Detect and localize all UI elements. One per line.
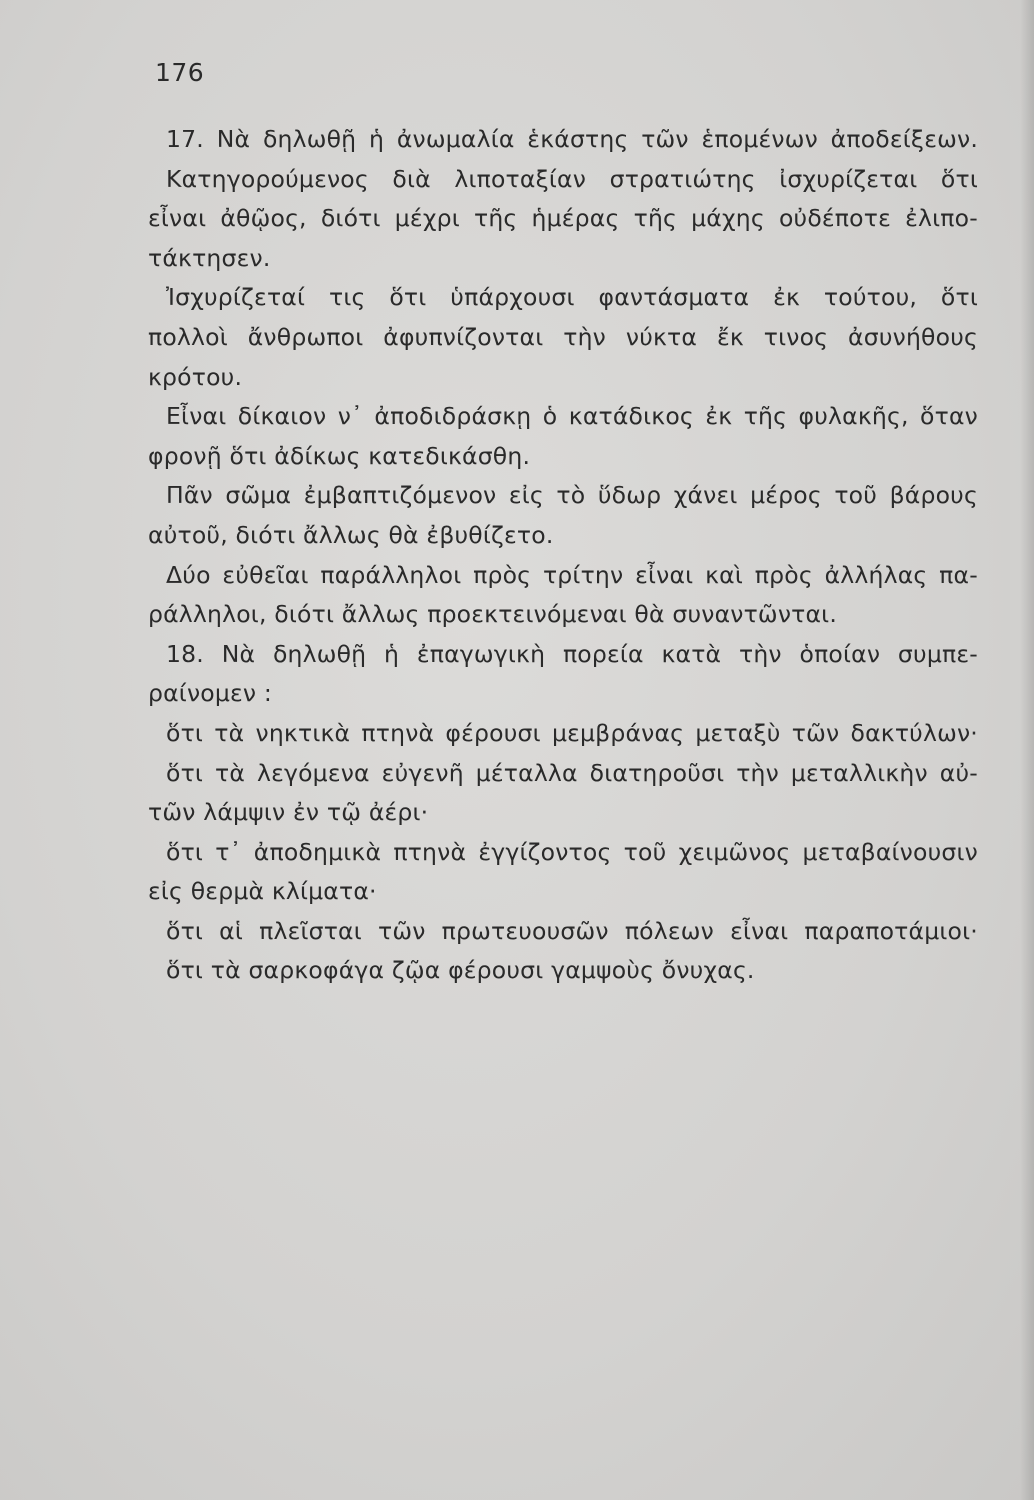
word: τὰ: [214, 718, 245, 747]
word: λιποταξίαν: [454, 164, 587, 193]
word: μεταξὺ: [695, 718, 781, 747]
word: συμπε-: [897, 639, 978, 668]
word: τὴν: [738, 639, 782, 668]
text-line: [148, 278, 978, 318]
word: μεταβαίνουσιν: [802, 837, 978, 866]
word: σῶμα: [225, 481, 292, 510]
word: 17.: [166, 125, 204, 153]
word: εὐθεῖαι: [222, 560, 309, 589]
word: ὅταν: [920, 402, 978, 431]
text-line: [148, 397, 978, 437]
word: Νὰ: [216, 125, 251, 153]
word: ὅτι: [940, 283, 978, 312]
word: ἑπομένων: [701, 125, 818, 153]
word: ἀποδείξεων.: [830, 125, 978, 153]
word: λεγόμενα: [256, 758, 370, 787]
word: μεταλλικὴν: [790, 758, 928, 787]
word: πορεία: [562, 639, 644, 668]
word: πολλοὶ: [148, 322, 228, 351]
word: τ᾽: [215, 837, 242, 866]
word: τοῦ: [834, 481, 878, 510]
word: ὅτι: [389, 283, 427, 312]
word: δηλωθῇ: [262, 125, 357, 153]
word: ἀλλήλας: [824, 560, 928, 589]
word: ὅτι: [940, 164, 978, 193]
word: ὕδωρ: [597, 481, 662, 510]
word: μάχης: [691, 204, 765, 233]
text-line: [148, 912, 978, 952]
word: ἡ: [369, 125, 385, 153]
word: ὅτι: [166, 837, 204, 866]
word: φαντάσματα: [598, 283, 750, 312]
word: πτηνὰ: [393, 837, 467, 866]
word: μεμβράνας: [551, 718, 685, 747]
word: ἀνωμαλία: [396, 125, 515, 153]
word: πρωτευουσῶν: [441, 916, 609, 945]
word: βάρους: [889, 481, 978, 510]
word: μέταλλα: [475, 758, 578, 787]
word: ἄνθρωποι: [247, 322, 364, 351]
word: εἶναι: [148, 204, 207, 233]
word: πρὸς: [754, 560, 813, 589]
word: μέρος: [750, 481, 822, 510]
word: ὅτι: [166, 916, 204, 945]
word: ἀποδιδράσκῃ: [374, 402, 532, 431]
word: διατηροῦσι: [589, 758, 725, 787]
word: παραποτάμιοι·: [804, 916, 978, 945]
word: Εἶναι: [166, 402, 227, 431]
word: Πᾶν: [166, 481, 213, 510]
word: στρατιώτης: [609, 164, 756, 193]
word: ἐγγίζοντος: [478, 837, 612, 866]
text-line: ράλληλοι, διότι ἄλλως προεκτεινόμεναι θὰ συναντῶνται.: [148, 600, 838, 629]
text-line: [148, 714, 978, 754]
word: Δύο: [166, 560, 211, 589]
text-line: ὅτι τὰ σαρκοφάγα ζῷα φέρουσι γαμψοὺς ὄνυχας.: [166, 956, 755, 985]
word: δίκαιον: [237, 402, 327, 431]
word: δακτύλων·: [850, 718, 978, 747]
word: πα-: [939, 560, 978, 589]
word: κατάδικος: [568, 402, 694, 431]
word: ἀποδημικὰ: [253, 837, 382, 866]
word: Κατηγορούμενος: [166, 164, 369, 193]
word: τις: [329, 283, 366, 312]
word: ν᾽: [337, 402, 363, 431]
word: εὐγενῆ: [381, 758, 464, 787]
word: αὐ-: [939, 758, 978, 787]
word: ἰσχυρίζεται: [779, 164, 918, 193]
text-line: [148, 476, 978, 516]
word: τῆς: [473, 204, 518, 233]
word: εἰς: [508, 481, 544, 510]
word: ἐκ: [705, 402, 733, 431]
word: ἀφυπνίζονται: [383, 322, 544, 351]
word: νηκτικὰ: [255, 718, 351, 747]
word: τινος: [763, 322, 829, 351]
text-line: [148, 120, 978, 160]
word: χειμῶνος: [678, 837, 791, 866]
word: ἡμέρας: [531, 204, 620, 233]
body-text: [148, 120, 978, 991]
word: εἶναι: [635, 560, 694, 589]
word: τὴν: [736, 758, 779, 787]
word: ἐλιπο-: [905, 204, 978, 233]
word: ὅτι: [166, 758, 204, 787]
word: 18.: [166, 639, 204, 668]
word: νύκτα: [625, 322, 698, 351]
word: τὰ: [215, 758, 246, 787]
word: Ἰσχυρίζεταί: [166, 283, 306, 312]
word: φυλακῆς,: [798, 402, 909, 431]
text-line: εἰς θερμὰ κλίματα·: [148, 877, 377, 906]
word: κατὰ: [661, 639, 722, 668]
text-line: ραίνομεν :: [148, 679, 273, 708]
text-line: κρότου.: [148, 362, 243, 391]
word: πόλεων: [624, 916, 714, 945]
text-line: [148, 318, 978, 358]
text-line: [148, 635, 978, 675]
word: ἐμβαπτιζόμενον: [303, 481, 497, 510]
word: τρίτην: [542, 560, 624, 589]
word: χάνει: [673, 481, 738, 510]
word: ὁποίαν: [799, 639, 881, 668]
word: τῶν: [378, 916, 426, 945]
word: ὑπάρχουσι: [450, 283, 575, 312]
word: ἑκάστης: [527, 125, 629, 153]
word: μέχρι: [394, 204, 460, 233]
word: ὅτι: [166, 718, 204, 747]
word: ὁ: [542, 402, 558, 431]
word: φέρουσι: [445, 718, 541, 747]
word: ἐκ: [773, 283, 801, 312]
page-number: 176: [155, 58, 205, 87]
word: τῶν: [791, 718, 840, 747]
page-edge-shadow: [1020, 0, 1034, 1500]
text-line: [148, 556, 978, 596]
word: τῆς: [633, 204, 678, 233]
word: ἡ: [384, 639, 400, 668]
word: ἐπαγωγικὴ: [416, 639, 546, 668]
text-line: αὐτοῦ, διότι ἄλλως θὰ ἐβυθίζετο.: [148, 520, 554, 549]
word: ἀσυνήθους: [848, 322, 978, 351]
word: διὰ: [392, 164, 431, 193]
word: Νὰ: [221, 639, 256, 668]
word: καὶ: [705, 560, 744, 589]
word: πρὸς: [473, 560, 532, 589]
word: διότι: [320, 204, 381, 233]
word: ἀθῷος,: [220, 204, 307, 233]
word: οὐδέποτε: [778, 204, 891, 233]
text-line: τῶν λάμψιν ἐν τῷ ἀέρι·: [148, 798, 429, 827]
text-line: [148, 160, 978, 200]
word: τὸ: [556, 481, 586, 510]
word: αἱ: [219, 916, 244, 945]
word: δηλωθῇ: [272, 639, 367, 668]
word: τούτου,: [823, 283, 918, 312]
word: τοῦ: [623, 837, 667, 866]
word: τῶν: [641, 125, 689, 153]
word: εἶναι: [730, 916, 789, 945]
text-line: τάκτησεν.: [148, 243, 271, 272]
text-line: φρονῇ ὅτι ἀδίκως κατεδικάσθη.: [148, 441, 531, 470]
text-line: [148, 199, 978, 239]
word: τὴν: [563, 322, 607, 351]
text-line: [148, 833, 978, 873]
word: τῆς: [743, 402, 788, 431]
word: ἔκ: [716, 322, 744, 351]
word: πλεῖσται: [259, 916, 362, 945]
word: παράλληλοι: [320, 560, 462, 589]
word: πτηνὰ: [361, 718, 435, 747]
text-line: [148, 754, 978, 794]
